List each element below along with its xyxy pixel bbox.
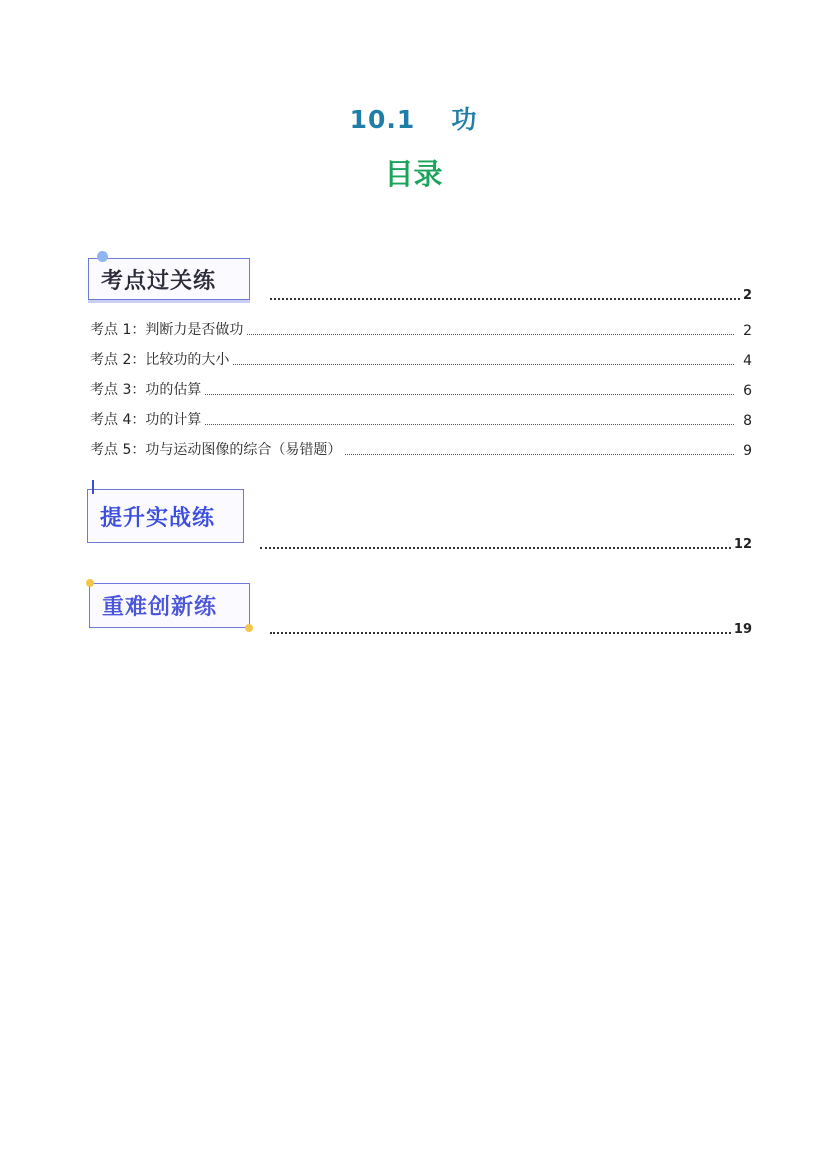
toc-item-page: 9: [743, 443, 752, 459]
toc-item[interactable]: [90, 349, 752, 369]
section-leader-3[interactable]: [270, 622, 752, 637]
toc-item-label: 考点 2：比较功的大小: [90, 352, 230, 368]
toc-item[interactable]: [90, 439, 752, 459]
toc-item-label: 考点 3：功的估算: [90, 382, 202, 398]
toc-item-label: 考点 4：功的计算: [90, 412, 202, 428]
title-text: 功: [451, 105, 478, 134]
toc-item-page: 4: [743, 353, 752, 369]
decor-dot-icon: [86, 579, 94, 587]
leader-dots: [270, 631, 731, 634]
toc-item-label: 考点 1：判断力是否做功: [90, 322, 244, 338]
leader-dots: [345, 453, 734, 455]
decor-dot-icon: [245, 624, 253, 632]
toc-item[interactable]: [90, 319, 752, 339]
section-page: 12: [733, 537, 752, 552]
toc-item-label: 考点 5：功与运动图像的综合（易错题）: [90, 442, 342, 458]
leader-dots: [233, 363, 734, 365]
decor-dot-icon: [97, 251, 108, 262]
toc-item-page: 8: [743, 413, 752, 429]
leader-dots: [260, 546, 731, 549]
section-leader-2[interactable]: [260, 537, 752, 552]
leader-dots: [247, 333, 734, 335]
leader-dots: [205, 423, 734, 425]
leader-dots: [270, 297, 740, 300]
toc-item[interactable]: [90, 379, 752, 399]
leader-dots: [205, 393, 734, 395]
toc-item[interactable]: [90, 409, 752, 429]
section-badge-1[interactable]: [88, 258, 250, 300]
section-badge-2[interactable]: [87, 489, 244, 543]
section-page: 19: [733, 622, 752, 637]
section-page: 2: [742, 288, 752, 303]
section-leader-1[interactable]: [270, 288, 752, 303]
toc-item-page: 2: [743, 323, 752, 339]
section-label: 重难创新练: [102, 595, 218, 620]
section-label: 提升实战练: [100, 505, 216, 531]
toc-heading: 目录: [384, 157, 443, 191]
section-label: 考点过关练: [101, 268, 217, 294]
title-number: 10.1: [349, 105, 416, 134]
page-title: [0, 100, 827, 136]
decor-line-icon: [92, 480, 94, 494]
section-badge-3[interactable]: [89, 583, 250, 628]
toc-item-page: 6: [743, 383, 752, 399]
